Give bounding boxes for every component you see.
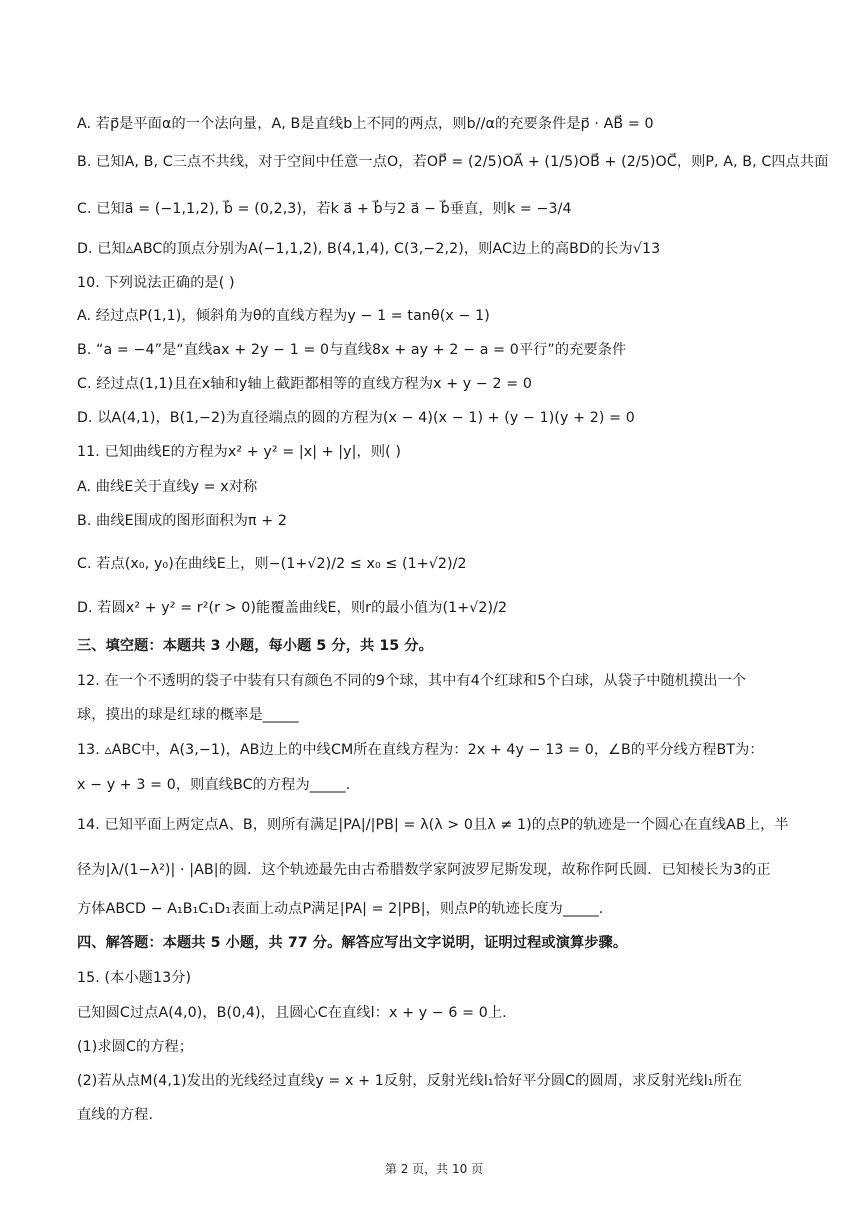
question-14-line1: 14. 已知平面上两定点A、B，则所有满足|PA|/|PB| = λ(λ > 0且λ ≠ 1)的点P的轨迹是一个圆心在直线AB上，半	[77, 817, 789, 833]
option-9a: A. 若p⃗是平面α的一个法向量，A, B是直线b上不同的两点，则b//α的充要条件是p⃗ · AB⃗ = 0	[77, 116, 654, 132]
question-12-line2: 球，摸出的球是红球的概率是_____	[77, 707, 299, 723]
section-answer-heading: 四、解答题：本题共 5 小题，共 77 分。解答应写出文字说明，证明过程或演算步骤。	[77, 935, 628, 951]
option-11b: B. 曲线E围成的图形面积为π + 2	[77, 513, 287, 529]
question-15-part2-line2: 直线的方程.	[77, 1107, 154, 1123]
option-10b: B. “a = −4”是“直线ax + 2y − 1 = 0与直线8x + ay + 2 − a = 0平行”的充要条件	[77, 342, 627, 358]
option-9c: C. 已知a⃗ = (−1,1,2), b⃗ = (0,2,3)，若k a⃗ + b⃗与2 a⃗ − b⃗垂直，则k = −3/4	[77, 201, 572, 217]
option-11a: A. 曲线E关于直线y = x对称	[77, 479, 258, 495]
option-10d: D. 以A(4,1)，B(1,−2)为直径端点的圆的方程为(x − 4)(x − 1) + (y − 1)(y + 2) = 0	[77, 410, 635, 426]
question-10: 10. 下列说法正确的是( )	[77, 275, 235, 291]
option-9b: B. 已知A, B, C三点不共线，对于空间中任意一点O，若OP⃗ = (2/5)OA⃗ + (1/5)OB⃗ + (2/5)OC⃗，则P, A, B, C四点共面	[77, 154, 829, 170]
question-13-line1: 13. ▵ABC中，A(3,−1)，AB边上的中线CM所在直线方程为：2x + 4y − 13 = 0，∠B的平分线方程BT为：	[77, 742, 764, 758]
option-11c: C. 若点(x₀, y₀)在曲线E上，则−(1+√2)/2 ≤ x₀ ≤ (1+√2)/2	[77, 556, 467, 572]
option-11d: D. 若圆x² + y² = r²(r > 0)能覆盖曲线E，则r的最小值为(1+√2)/2	[77, 600, 508, 616]
option-9d: D. 已知▵ABC的顶点分别为A(−1,1,2), B(4,1,4), C(3,−2,2)，则AC边上的高BD的长为√13	[77, 241, 661, 257]
question-12-line1: 12. 在一个不透明的袋子中装有只有颜色不同的9个球，其中有4个红球和5个白球，从袋子中随机摸出一个	[77, 673, 747, 689]
section-fill-in-heading: 三、填空题：本题共 3 小题，每小题 5 分，共 15 分。	[77, 638, 433, 654]
question-14-line3: 方体ABCD − A₁B₁C₁D₁表面上动点P满足|PA| = 2|PB|，则点P的轨迹长度为_____.	[77, 901, 604, 917]
question-11: 11. 已知曲线E的方程为x² + y² = |x| + |y|，则( )	[77, 444, 401, 460]
question-15-part2-line1: (2)若从点M(4,1)发出的光线经过直线y = x + 1反射，反射光线l₁恰好平分圆C的圆周，求反射光线l₁所在	[77, 1073, 743, 1089]
question-15-stem: 已知圆C过点A(4,0)，B(0,4)，且圆心C在直线l：x + y − 6 = 0上.	[77, 1005, 507, 1021]
page-footer: 第 2 页，共 10 页	[384, 1162, 484, 1176]
option-10c: C. 经过点(1,1)且在x轴和y轴上截距都相等的直线方程为x + y − 2 = 0	[77, 376, 532, 392]
option-10a: A. 经过点P(1,1)，倾斜角为θ的直线方程为y − 1 = tanθ(x − 1)	[77, 308, 490, 324]
question-15-part1: (1)求圆C的方程；	[77, 1039, 194, 1055]
question-13-line2: x − y + 3 = 0，则直线BC的方程为_____.	[77, 777, 351, 793]
question-14-line2: 径为|λ/(1−λ²)| · |AB|的圆．这个轨迹最先由古希腊数学家阿波罗尼斯发现，故称作阿氏圆．已知棱长为3的正	[77, 862, 771, 878]
question-15-title: 15. (本小题13分)	[77, 970, 192, 986]
